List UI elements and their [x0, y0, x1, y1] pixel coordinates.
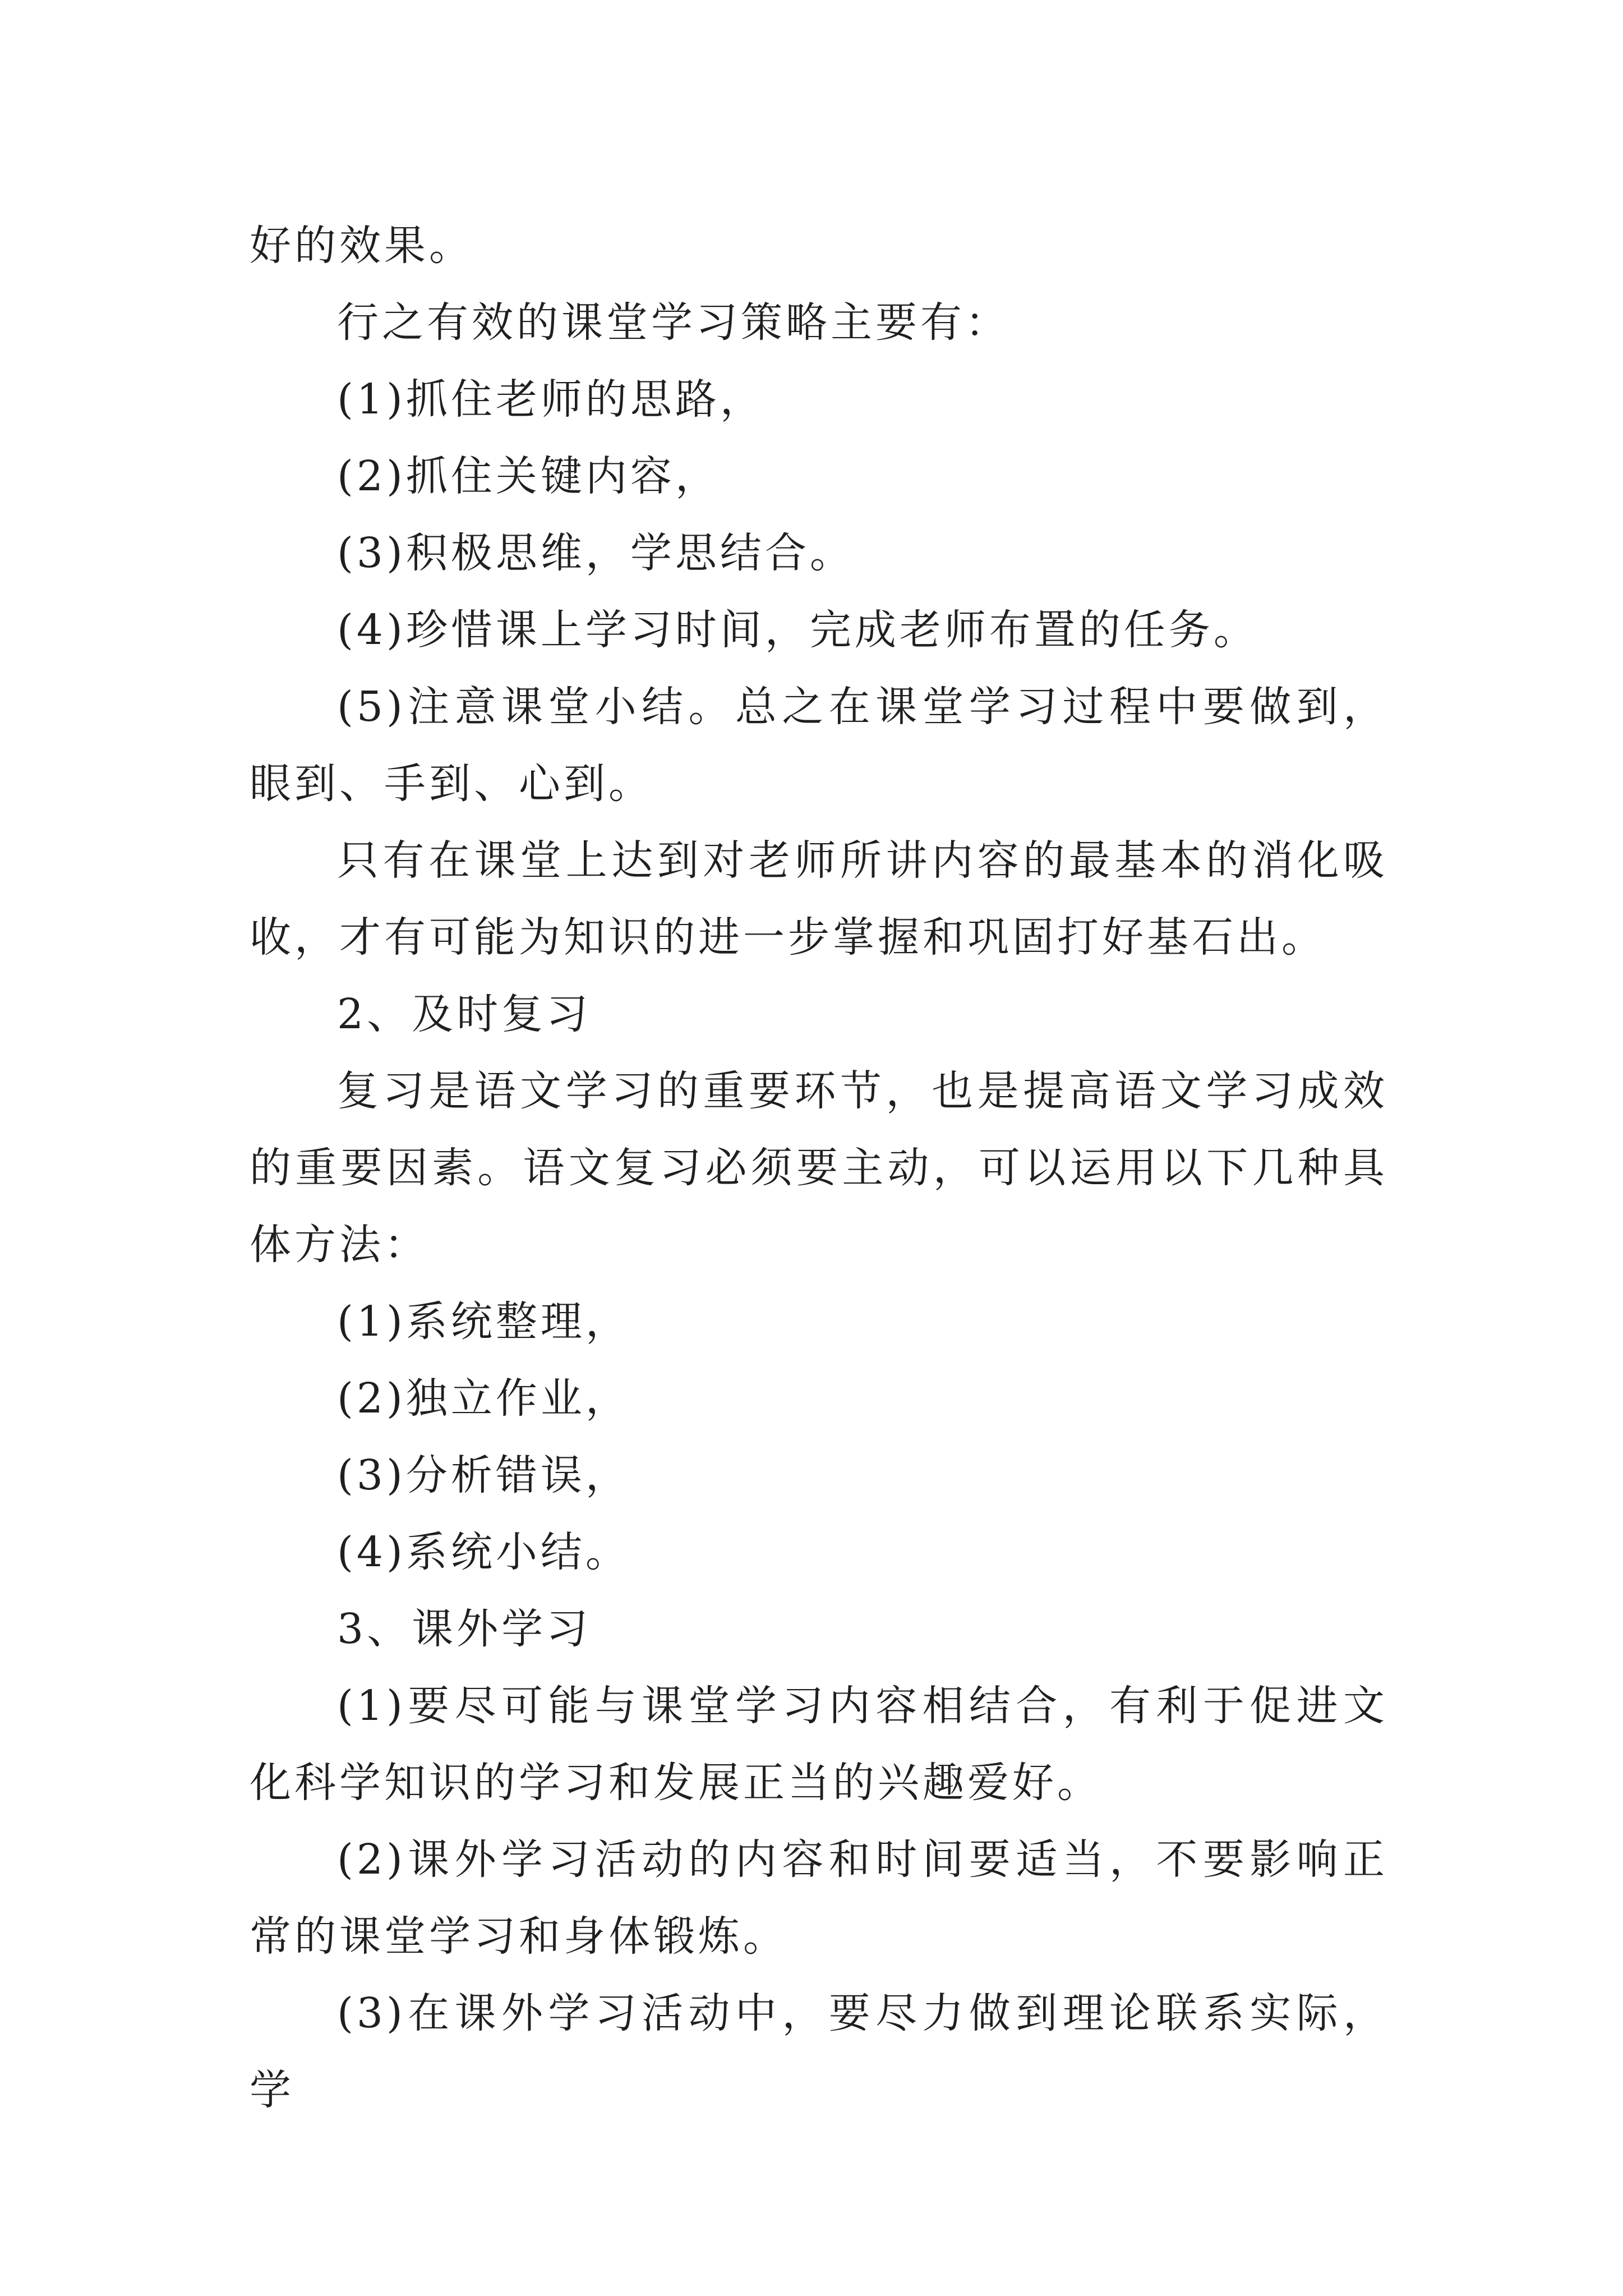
paragraph: 行之有效的课堂学习策略主要有： [337, 298, 1010, 347]
section-heading: 2、及时复习 [337, 990, 592, 1038]
list-item: (4)系统小结。 [337, 1528, 630, 1576]
list-item: (3)积极思维，学思结合。 [337, 529, 855, 577]
paragraph: 复习是语文学习的重要环节，也是提高语文学习成效的重要因素。语文复习必须要主动，可以运用以下几种具体方法： [250, 1067, 1388, 1269]
list-item: (2)课外学习活动的内容和时间要适当，不要影响正常的课堂学习和身体锻炼。 [250, 1835, 1388, 1961]
list-item: (3)分析错误， [337, 1451, 630, 1499]
list-item: (3)在课外学习活动中，要尽力做到理论联系实际，学 [250, 1989, 1388, 2114]
section-heading: 3、课外学习 [337, 1605, 592, 1653]
paragraph: 只有在课堂上达到对老师所讲内容的最基本的消化吸收，才有可能为知识的进一步掌握和巩固打好基石出。 [250, 836, 1388, 961]
list-item: (1)要尽可能与课堂学习内容相结合，有利于促进文化科学知识的学习和发展正当的兴趣爱好。 [250, 1682, 1388, 1807]
document-body [250, 208, 1388, 2129]
list-item: (2)抓住关键内容， [337, 452, 720, 500]
list-item: (5)注意课堂小结。总之在课堂学习过程中要做到，眼到、手到、心到。 [250, 683, 1388, 808]
list-item: (1)抓住老师的思路， [337, 375, 765, 424]
list-item: (1)系统整理， [337, 1297, 630, 1346]
paragraph: 好的效果。 [250, 222, 474, 270]
list-item: (4)珍惜课上学习时间，完成老师布置的任务。 [337, 606, 1258, 654]
list-item: (2)独立作业， [337, 1374, 630, 1423]
